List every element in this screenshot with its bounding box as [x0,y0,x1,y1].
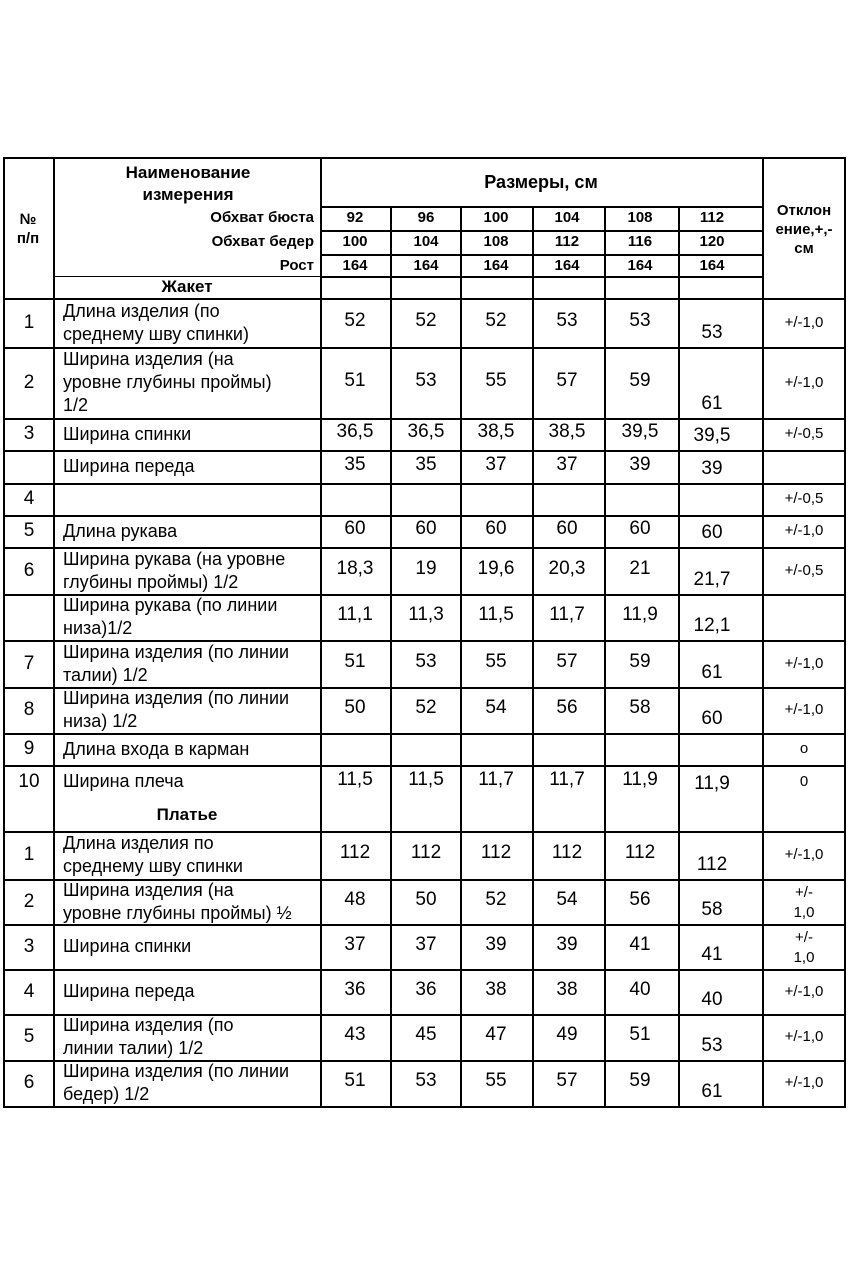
size-value: 164 [699,257,725,274]
row-name: низа)1/2 [63,618,133,638]
sizes-subheader-border [320,230,762,232]
measurement-value: 51 [629,1024,651,1045]
header-name-label: измерения [142,185,234,204]
table-top-border [3,157,846,159]
measurement-value: 35 [415,453,437,475]
size-value: 108 [483,233,509,250]
measurement-value: 53 [701,322,723,343]
row-number: 5 [23,520,35,541]
measurement-value: 20,3 [548,557,586,579]
measurement-value: 51 [344,1070,366,1091]
measurement-value: 53 [701,1035,723,1056]
measurement-value: 112 [696,854,728,875]
measurement-value: 60 [701,522,723,543]
measurement-value: 112 [480,842,512,863]
measurement-value: 48 [344,888,366,910]
row-name: Длина рукава [63,520,178,541]
size-value: 164 [483,257,509,274]
measurement-value: 55 [485,650,507,672]
row-name: уровне глубины проймы) ½ [63,902,292,923]
measurement-value: 47 [485,1024,507,1045]
deviation-value: +/-1,0 [784,982,824,1000]
measurement-value: 60 [556,518,578,539]
measurement-value: 45 [415,1024,437,1045]
measurement-value: 37 [344,933,366,955]
size-value: 108 [627,209,653,226]
measurement-value: 43 [344,1024,366,1045]
measurement-value: 39 [701,458,723,479]
measurement-value: 58 [701,899,723,920]
row-number: 10 [18,770,40,792]
size-value: 104 [554,209,580,226]
deviation-value: +/-1,0 [784,1074,824,1091]
measurement-value: 52 [415,309,437,331]
measurement-value: 38 [485,978,507,1000]
measurement-value: 61 [701,393,723,414]
row-name: бедер) 1/2 [63,1084,150,1104]
row-name: среднему шву спинки) [63,323,249,344]
row-name: Длина изделия по [63,833,214,853]
row-number: 7 [23,652,35,674]
measurement-value: 35 [344,453,366,475]
deviation-value: 1,0 [793,949,815,966]
measurement-value: 37 [415,933,437,955]
measurement-value: 60 [629,518,651,539]
size-value: 104 [413,233,439,250]
section-title: Платье [156,804,218,824]
header-no-label: № [19,211,37,228]
jacket-title-border [53,276,762,277]
measurement-value: 38,5 [548,421,586,442]
measurement-value: 11,9 [622,604,658,625]
measurement-value: 52 [485,309,507,331]
measurement-value: 11,7 [478,768,514,790]
row-name: Ширина изделия (по [63,1015,234,1035]
measurement-value: 39,5 [621,421,659,442]
row-number: 4 [23,980,35,1002]
measurement-value: 51 [344,369,366,391]
measurement-value: 60 [344,518,366,539]
size-column-border [678,206,680,1106]
row-number: 6 [23,559,35,581]
measurement-value: 38 [556,978,578,1000]
row-name: Ширина спинки [63,936,192,956]
measurement-value: 36 [344,978,366,1000]
measurement-value: 39 [485,933,507,955]
deviation-value: +/- [795,929,813,946]
row-number: 8 [23,699,35,720]
size-value: 112 [699,209,725,226]
header-name-label: Наименование [125,163,251,182]
measurement-value: 11,9 [622,768,658,790]
measurement-value: 58 [629,697,651,718]
deviation-value: +/-1,0 [784,701,824,718]
size-column-border [390,206,392,1106]
row-name: Ширина рукава (на уровне [63,548,286,569]
deviation-value: о [799,740,809,757]
size-value: 96 [417,209,435,226]
row-name: Ширина изделия (по линии [63,688,290,708]
size-value: 112 [554,233,580,250]
measurement-value: 41 [701,944,723,965]
measurement-value: 112 [339,842,371,863]
measurement-value: 11,9 [694,773,730,794]
header-deviation-label: Отклон [776,202,832,219]
table-row-border [3,765,846,767]
row-name: Ширина изделия (на [63,879,234,900]
header-deviation-label: ение,+,- [775,221,833,238]
deviation-value: +/-1,0 [784,1028,824,1045]
measurement-value: 53 [556,309,578,331]
header-sizes-title: Размеры, см [484,172,598,192]
measurement-value: 54 [556,888,578,910]
row-number: 9 [23,738,35,759]
row-number: 5 [23,1026,35,1047]
measurement-value: 60 [415,518,437,539]
size-value: 164 [554,257,580,274]
measurement-value: 57 [556,369,578,391]
measurement-value: 21 [629,557,651,579]
row-name: Ширина изделия (по линии [63,1061,290,1081]
sizes-subheader-border [320,254,762,256]
measurement-value: 41 [629,933,651,955]
measurement-value: 53 [629,309,651,331]
table-right-border [844,157,846,1108]
measurement-value: 39,5 [693,425,731,446]
size-value: 116 [627,233,653,250]
size-row-label: Обхват бедер [211,233,314,250]
size-row-label: Рост [279,257,314,274]
measurement-value: 36,5 [407,421,445,442]
table-row-border [3,969,846,971]
measurement-value: 55 [485,1070,507,1091]
measurement-value: 59 [629,650,651,672]
row-name: среднему шву спинки [63,856,243,876]
size-value: 92 [346,209,364,226]
deviation-value: +/- [795,884,813,901]
table-row-border [3,733,846,735]
size-value: 164 [627,257,653,274]
measurement-value: 36 [415,978,437,1000]
measurement-value: 51 [344,650,366,672]
measurement-value: 60 [701,708,723,729]
row-name: Ширина изделия (на [63,349,234,369]
measurement-value: 52 [485,888,507,910]
table-row-border [3,418,846,420]
size-row-label: Обхват бюста [210,209,314,226]
row-name: Ширина изделия (по линии [63,641,290,662]
measurement-value: 50 [344,697,366,718]
row-name: талии) 1/2 [63,664,148,685]
measurement-value: 57 [556,1070,578,1091]
measurement-value: 53 [415,369,437,391]
size-value: 120 [699,233,725,250]
size-column-border [532,206,534,1106]
measurement-value: 39 [556,933,578,955]
row-name: Длина изделия (по [63,300,220,321]
measurement-value: 52 [415,697,437,718]
row-name: Ширина рукава (по линии [63,595,278,615]
deviation-value: +/-1,0 [784,313,824,331]
sizes-subheader-border [320,206,762,208]
deviation-value: +/-0,5 [784,490,824,507]
size-value: 100 [483,209,509,226]
measurement-value: 39 [629,453,651,475]
measurement-value: 11,3 [408,604,444,625]
measurement-value: 38,5 [477,421,515,442]
row-name: Ширина спинки [63,423,192,444]
size-value: 100 [342,233,368,250]
row-name: Ширина переда [63,456,195,476]
deviation-value: 1,0 [793,904,815,921]
row-number: 1 [23,311,35,333]
measurement-value: 50 [415,888,437,910]
measurement-value: 57 [556,650,578,672]
measurement-value: 59 [629,369,651,391]
row-name: 1/2 [63,395,89,415]
measurement-value: 19 [415,557,437,579]
size-value: 164 [342,257,368,274]
measurement-value: 11,5 [337,768,373,790]
measurement-value: 11,1 [337,604,373,625]
measurement-value: 112 [624,842,656,863]
row-name: глубины проймы) 1/2 [63,571,239,592]
row-name: Ширина плеча [63,771,184,791]
measurement-value: 53 [415,1070,437,1091]
row-number: 1 [23,844,35,865]
size-value: 164 [413,257,439,274]
table-row-border [3,483,846,485]
measurement-value: 53 [415,650,437,672]
measurement-value: 12,1 [693,615,731,636]
measurement-value: 21,7 [693,569,731,590]
size-column-border [460,206,462,1106]
deviation-value: +/-0,5 [784,561,824,579]
deviation-value: +/-1,0 [784,846,824,863]
measurement-value: 60 [485,518,507,539]
measurement-value: 11,7 [549,768,585,790]
measurement-value: 59 [629,1070,651,1091]
measurement-value: 54 [485,697,507,718]
measurement-value: 55 [485,369,507,391]
measurement-value: 19,6 [477,557,515,579]
row-number: 2 [23,371,35,393]
size-column-border [604,206,606,1106]
measurement-value: 56 [556,697,578,718]
row-name: линии талии) 1/2 [63,1038,204,1058]
row-number: 3 [23,935,35,957]
deviation-value: 0 [799,772,809,790]
measurement-value: 56 [629,888,651,910]
measurement-value: 61 [701,662,723,683]
measurement-value: 112 [410,842,442,863]
measurement-value: 11,5 [478,604,514,625]
row-number: 2 [23,890,35,912]
table-row-border [3,515,846,517]
deviation-value: +/-0,5 [784,425,824,442]
measurement-value: 37 [556,453,578,475]
row-name: Длина входа в карман [63,738,250,759]
deviation-value: +/-1,0 [784,654,824,672]
row-name: уровне глубины проймы) [63,372,272,392]
row-name: Ширина переда [63,981,195,1001]
row-number: 4 [23,488,35,509]
measurement-value: 40 [629,978,651,1000]
row-number: 3 [23,423,35,444]
header-deviation-label: см [794,240,814,257]
section-title: Жакет [161,277,213,296]
header-no-label: п/п [16,230,40,247]
measurement-value: 49 [556,1024,578,1045]
table-bottom-border [3,1106,846,1108]
measurement-value: 61 [701,1081,723,1102]
measurement-value: 18,3 [336,557,374,579]
table-row-border [3,450,846,452]
measurement-value: 112 [551,842,583,863]
measurement-value: 40 [701,989,723,1010]
table-left-border [3,157,5,1108]
row-number: 6 [23,1072,35,1093]
measurement-value: 52 [344,309,366,331]
deviation-value: +/-1,0 [784,522,824,539]
row-name: низа) 1/2 [63,711,138,731]
deviation-value: +/-1,0 [784,373,824,391]
measurement-value: 11,5 [408,768,444,790]
measurement-value: 36,5 [336,421,374,442]
measurement-value: 37 [485,453,507,475]
measurement-value: 11,7 [549,604,585,625]
